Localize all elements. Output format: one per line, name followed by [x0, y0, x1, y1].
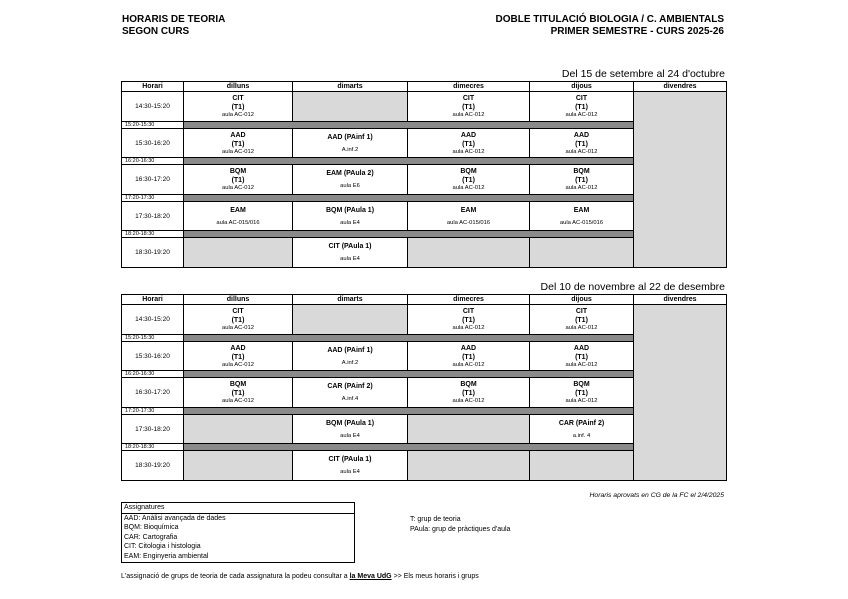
time-slot: 17:30-18:20: [122, 415, 184, 444]
class-cell: [293, 165, 408, 195]
break-slot: 18:20-18:30: [122, 444, 184, 451]
friday-column: [634, 92, 727, 268]
subject-code: CAR (PAinf 2): [558, 419, 605, 427]
break-slot: 15:20-15:30: [122, 335, 184, 342]
class-cell: [184, 305, 293, 335]
subject-code: CIT: [462, 308, 475, 315]
footer-suffix: >> Els meus horaris i grups: [393, 573, 479, 580]
group-label: (T1): [575, 317, 588, 324]
empty-cell: [408, 415, 530, 444]
legend-group: PAula: grup de pràctiques d'aula: [410, 525, 511, 533]
subject-code: CAR (PAinf 2): [327, 383, 373, 390]
group-label: (T1): [462, 317, 475, 324]
time-slot: 14:30-15:20: [122, 92, 184, 122]
legend-item: EAM: Enginyeria ambiental: [124, 552, 209, 560]
break-bar: [184, 444, 634, 451]
room-label: aula E6: [340, 183, 360, 189]
group-label: (T1): [462, 104, 475, 111]
class-cell: [293, 378, 408, 408]
approval-note: Horaris aprovats en CG de la FC el 2/4/2025: [589, 492, 724, 499]
break-slot: 15:20-15:30: [122, 122, 184, 129]
subject-code: CIT: [575, 95, 588, 102]
class-cell: [530, 305, 634, 335]
room-label: aula AC-012: [565, 148, 598, 155]
room-label: aula AC-012: [565, 361, 598, 368]
class-cell: [293, 342, 408, 371]
header-left: [122, 14, 225, 38]
subject-code: BQM: [229, 381, 247, 388]
class-cell: [184, 202, 293, 231]
subject-code: BQM: [460, 168, 477, 175]
schedule-table-period2: [121, 294, 727, 481]
class-cell: [408, 129, 530, 158]
subject-code: AAD: [230, 131, 246, 139]
empty-cell: [530, 451, 634, 481]
room-label: aula AC-015/016: [559, 219, 604, 226]
group-label: (T1): [575, 104, 588, 111]
empty-cell: [184, 451, 293, 481]
subject-code: CIT: [575, 308, 588, 315]
legend-title: Assignatures: [122, 503, 354, 514]
break-bar: [184, 195, 634, 202]
legend-item: BQM: Bioquímica: [124, 524, 179, 532]
class-cell: [293, 129, 408, 158]
friday-column: [634, 305, 727, 481]
break-slot: 16:20-16:30: [122, 158, 184, 165]
class-cell: [530, 378, 634, 408]
room-label: aula AC-015/016: [446, 219, 491, 226]
room-label: aula E4: [340, 219, 360, 226]
subject-code: BQM: [229, 168, 247, 175]
class-cell: [530, 92, 634, 122]
subject-code: BQM (PAula 1): [325, 206, 375, 214]
column-header: dimarts: [293, 82, 408, 92]
class-cell: [408, 305, 530, 335]
room-label: aula AC-012: [565, 325, 598, 331]
room-label: a.inf. 4: [572, 432, 591, 439]
header-course: SEGON CURS: [122, 26, 190, 37]
subject-code: BQM: [573, 168, 590, 175]
class-cell: [184, 342, 293, 371]
room-label: aula AC-012: [565, 112, 598, 118]
break-bar: [184, 122, 634, 129]
column-header: Horari: [122, 295, 184, 305]
time-slot: 18:30-19:20: [122, 451, 184, 481]
empty-cell: [530, 238, 634, 268]
subject-code: CIT: [232, 95, 244, 102]
room-label: A.inf.2: [341, 146, 359, 153]
class-cell: [184, 92, 293, 122]
legend-item: CIT: Citologia i histologia: [124, 543, 201, 551]
subject-code: EAM: [573, 206, 590, 214]
group-label: (T1): [231, 317, 245, 324]
room-label: aula AC-015/016: [216, 219, 260, 226]
group-label: (T1): [231, 390, 245, 397]
subject-code: BQM: [573, 381, 590, 388]
column-header: divendres: [634, 82, 727, 92]
schedule-table-period1: [121, 81, 727, 268]
time-slot: 15:30-16:20: [122, 342, 184, 371]
break-bar: [184, 335, 634, 342]
group-label: (T1): [575, 140, 588, 148]
subject-code: EAM: [230, 206, 246, 214]
break-slot: 16:20-16:30: [122, 371, 184, 378]
column-header: Horari: [122, 82, 184, 92]
class-cell: [530, 415, 634, 444]
class-cell: [184, 129, 293, 158]
header-degree: DOBLE TITULACIÓ BIOLOGIA / C. AMBIENTALS: [495, 14, 724, 25]
subject-code: CIT: [462, 95, 475, 102]
subject-code: AAD: [230, 344, 246, 352]
room-label: aula AC-012: [222, 361, 254, 368]
empty-cell: [293, 305, 408, 335]
column-header: dijous: [530, 295, 634, 305]
room-label: aula AC-012: [452, 112, 485, 118]
subject-code: BQM (PAula 1): [325, 419, 375, 427]
break-bar: [184, 158, 634, 165]
empty-cell: [408, 238, 530, 268]
period1-title: Del 15 de setembre al 24 d'octubre: [561, 68, 725, 80]
column-header: dimecres: [408, 295, 530, 305]
group-label: (T1): [231, 140, 245, 148]
class-cell: [530, 165, 634, 195]
subject-code: CIT: [232, 308, 244, 315]
group-label: (T1): [231, 104, 245, 111]
room-label: aula AC-012: [222, 112, 254, 118]
break-bar: [184, 408, 634, 415]
class-cell: [184, 378, 293, 408]
header-right: [495, 14, 724, 38]
empty-cell: [408, 451, 530, 481]
class-cell: [530, 129, 634, 158]
column-header: dijous: [530, 82, 634, 92]
room-label: aula E4: [340, 432, 360, 439]
break-slot: 17:20-17:30: [122, 408, 184, 415]
time-slot: 15:30-16:20: [122, 129, 184, 158]
group-label: (T1): [231, 353, 245, 361]
group-label: (T1): [462, 390, 475, 397]
class-cell: [293, 415, 408, 444]
group-label: (T1): [575, 177, 588, 184]
legend-group: T: grup de teoria: [410, 516, 461, 523]
class-cell: [293, 451, 408, 481]
period2-title: Del 10 de novembre al 22 de desembre: [540, 281, 725, 293]
groups-legend: [410, 515, 510, 534]
class-cell: [408, 92, 530, 122]
subject-code: EAM: [460, 206, 477, 214]
legend-item: CAR: Cartografia: [124, 533, 178, 541]
room-label: aula AC-012: [452, 398, 485, 404]
group-label: (T1): [462, 177, 475, 184]
group-label: (T1): [462, 353, 475, 361]
empty-cell: [184, 415, 293, 444]
column-header: divendres: [634, 295, 727, 305]
room-label: aula AC-012: [565, 398, 598, 404]
class-cell: [408, 202, 530, 231]
room-label: aula E4: [340, 256, 360, 262]
subject-code: CIT (PAula 1): [328, 456, 372, 463]
column-header: dimarts: [293, 295, 408, 305]
class-cell: [184, 165, 293, 195]
class-cell: [530, 342, 634, 371]
group-label: (T1): [575, 353, 588, 361]
empty-cell: [293, 92, 408, 122]
legend-item: AAD: Anàlisi avançada de dades: [124, 514, 226, 522]
room-label: aula AC-012: [452, 148, 485, 155]
room-label: A.inf.4: [341, 396, 359, 402]
break-bar: [184, 371, 634, 378]
time-slot: 16:30-17:20: [122, 378, 184, 408]
header-semester: PRIMER SEMESTRE - CURS 2025-26: [550, 26, 724, 37]
break-slot: 17:20-17:30: [122, 195, 184, 202]
empty-cell: [184, 238, 293, 268]
room-label: aula AC-012: [452, 325, 485, 331]
break-bar: [184, 231, 634, 238]
subject-code: AAD: [460, 344, 477, 352]
group-label: (T1): [231, 177, 245, 184]
class-cell: [293, 202, 408, 231]
subject-code: AAD (PAinf 1): [327, 346, 373, 354]
room-label: A.inf.2: [341, 359, 359, 366]
room-label: aula AC-012: [222, 398, 254, 404]
column-header: dilluns: [184, 295, 293, 305]
class-cell: [408, 342, 530, 371]
subject-code: BQM: [460, 381, 477, 388]
room-label: aula E4: [340, 469, 360, 475]
meva-udg-link[interactable]: la Meva UdG: [349, 573, 392, 580]
subject-code: AAD (PAinf 1): [327, 133, 373, 141]
column-header: dimecres: [408, 82, 530, 92]
break-slot: 18:20-18:30: [122, 231, 184, 238]
room-label: aula AC-012: [565, 185, 598, 191]
room-label: aula AC-012: [222, 148, 254, 155]
subjects-legend: [121, 502, 355, 563]
room-label: aula AC-012: [222, 325, 254, 331]
class-cell: [408, 378, 530, 408]
subject-code: EAM (PAula 2): [326, 170, 374, 177]
time-slot: 14:30-15:20: [122, 305, 184, 335]
class-cell: [293, 238, 408, 268]
footer-prefix: L'assignació de grups de teoria de cada assignatura la podeu consultar a: [121, 573, 348, 580]
subject-code: AAD: [573, 131, 590, 139]
subject-code: CIT (PAula 1): [328, 243, 372, 250]
subject-code: AAD: [460, 131, 477, 139]
room-label: aula AC-012: [452, 361, 485, 368]
subject-code: AAD: [573, 344, 590, 352]
column-header: dilluns: [184, 82, 293, 92]
class-cell: [530, 202, 634, 231]
room-label: aula AC-012: [222, 185, 254, 191]
footer-note: [121, 573, 479, 580]
room-label: aula AC-012: [452, 185, 485, 191]
time-slot: 17:30-18:20: [122, 202, 184, 231]
time-slot: 18:30-19:20: [122, 238, 184, 268]
time-slot: 16:30-17:20: [122, 165, 184, 195]
class-cell: [408, 165, 530, 195]
header-title: HORARIS DE TEORIA: [122, 14, 226, 25]
group-label: (T1): [575, 390, 588, 397]
group-label: (T1): [462, 140, 475, 148]
